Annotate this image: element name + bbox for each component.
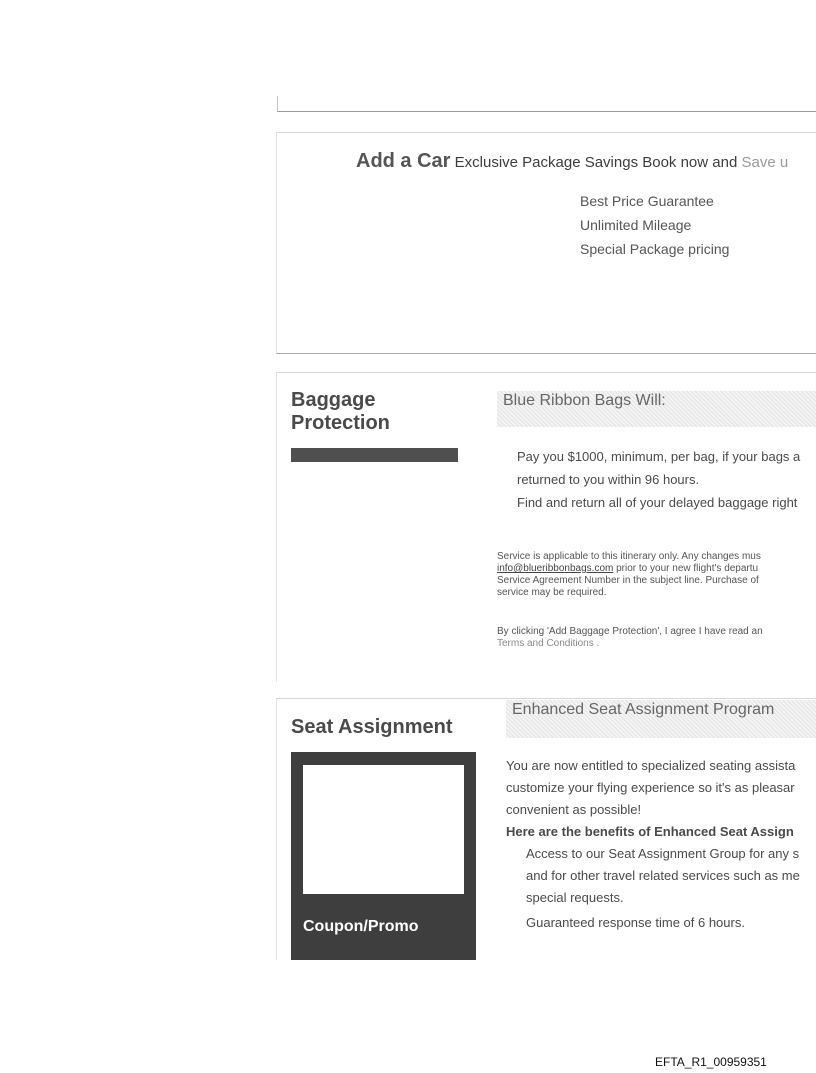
fine-print-line: Service is applicable to this itinerary only. Any changes mus bbox=[497, 551, 761, 562]
seat-header-text: Enhanced Seat Assignment Program bbox=[512, 701, 775, 718]
add-car-tagline: Exclusive Package Savings Book now and bbox=[454, 154, 738, 171]
car-feature-item: Best Price Guarantee bbox=[580, 193, 714, 209]
seat-benefits-heading: Here are the benefits of Enhanced Seat Assign bbox=[506, 824, 794, 839]
baggage-title-line: Baggage bbox=[291, 389, 376, 411]
baggage-benefits-list bbox=[517, 445, 800, 514]
baggage-add-button[interactable] bbox=[291, 448, 458, 462]
car-feature-item: Special Package pricing bbox=[580, 241, 730, 257]
baggage-title-line: Protection bbox=[291, 412, 390, 434]
seat-title: Seat Assignment bbox=[291, 716, 453, 738]
baggage-benefit-item: Find and return all of your delayed baggage right bbox=[517, 495, 798, 510]
baggage-benefit-item: returned to you within 96 hours. bbox=[517, 472, 700, 487]
coupon-promo-box[interactable] bbox=[291, 752, 476, 960]
baggage-header-text: Blue Ribbon Bags Will: bbox=[503, 392, 666, 409]
car-features-list bbox=[580, 193, 729, 265]
seat-benefit-line: Guaranteed response time of 6 hours. bbox=[526, 915, 745, 930]
seat-benefit-line: Access to our Seat Assignment Group for any s bbox=[526, 846, 800, 861]
baggage-title bbox=[291, 389, 390, 435]
coupon-input-area[interactable] bbox=[303, 765, 464, 894]
seat-intro-line: convenient as possible! bbox=[506, 802, 642, 817]
fine-print-text: prior to your new flight's departu bbox=[613, 563, 759, 574]
add-car-tagline-light: Save u bbox=[741, 154, 789, 171]
terms-link[interactable]: Terms and Conditions . bbox=[497, 638, 600, 649]
seat-header-bar bbox=[506, 700, 816, 738]
add-car-header bbox=[356, 150, 788, 173]
baggage-benefit-item: Pay you $1000, minimum, per bag, if your bags a bbox=[517, 449, 801, 464]
fine-print-line: service may be required. bbox=[497, 587, 607, 598]
fine-print-line bbox=[497, 563, 816, 575]
email-link[interactable]: info@blueribbonbags.com bbox=[497, 563, 614, 574]
seat-intro-line: You are now entitled to specialized seating assista bbox=[506, 758, 796, 773]
seat-description bbox=[506, 755, 816, 934]
car-feature-item: Unlimited Mileage bbox=[580, 217, 692, 233]
agree-text: By clicking 'Add Baggage Protection', I agree I have read an bbox=[497, 626, 763, 637]
baggage-fine-print bbox=[497, 551, 816, 599]
add-car-title[interactable]: Add a Car bbox=[356, 150, 451, 172]
document-id: EFTA_R1_00959351 bbox=[655, 1055, 767, 1069]
baggage-agreement bbox=[497, 626, 816, 650]
seat-benefit-line: and for other travel related services such as me bbox=[526, 868, 800, 883]
seat-benefit-line: special requests. bbox=[526, 890, 624, 905]
seat-intro-line: customize your flying experience so it's as pleasar bbox=[506, 780, 795, 795]
seat-benefits-list bbox=[506, 843, 816, 934]
baggage-header-bar bbox=[497, 391, 816, 427]
fine-print-line: Service Agreement Number in the subject line. Purchase of bbox=[497, 575, 759, 586]
top-divider bbox=[277, 96, 816, 112]
coupon-label: Coupon/Promo bbox=[303, 918, 419, 935]
